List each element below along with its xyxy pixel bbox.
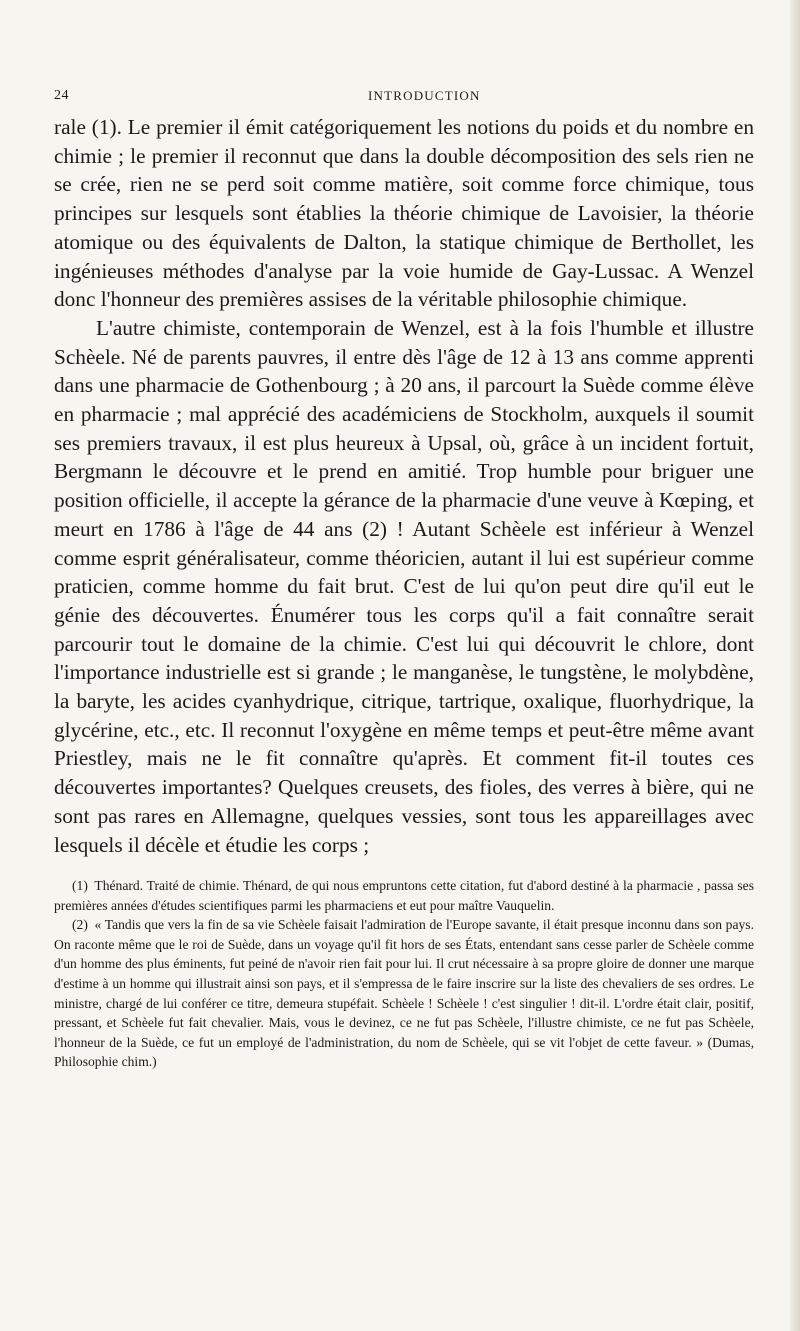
footnote xyxy=(54,876,754,915)
footnote xyxy=(54,915,754,1072)
footnote-text: Thénard. Traité de chimie. Thénard, de qui nous empruntons cette citation, fut d'abord destiné à la pharmacie , passa ses premières années d'études scientifiques parmi les pharmaciens et eut pour maître Vauquelin. xyxy=(54,878,754,913)
footnote-number: (2) xyxy=(72,917,88,933)
page-edge xyxy=(790,0,800,1331)
page-number: 24 xyxy=(54,88,69,103)
paragraph: L'autre chimiste, contemporain de Wenzel, est à la fois l'humble et illustre Schèele. Né de parents pauvres, il entre dès l'âge de 12 à 13 ans comme apprenti dans une pharmacie de Gothenbourg ; à 20 ans, il parcourt la Suède comme élève en pharmacie ; mal apprécié des académiciens de Stockholm, auxquels il soumit ses premiers travaux, il est plus heureux à Upsal, où, grâce à un incident fortuit, Bergmann le découvre et le prend en amitié. Trop humble pour briguer une position officielle, il accepte la gérance de la pharmacie d'une veuve à Kœping, et meurt en 1786 à l'âge de 44 ans (2) ! Autant Schèele est inférieur à Wenzel comme esprit généralisateur, comme théoricien, autant il lui est supérieur comme praticien, comme homme du fait brut. C'est de lui qu'on peut dire qu'il eut le génie des découvertes. Énumérer tous les corps qu'il a fait connaître serait parcourir tout le domaine de la chimie. C'est lui qui découvrit le chlore, dont l'importance industrielle est si grande ; le manganèse, le tungstène, le molybdène, la baryte, les acides cyanhydrique, citrique, tartrique, oxalique, fluorhydrique, la glycérine, etc., etc. Il reconnut l'oxygène en même temps et peut-être même avant Priestley, mais ne le fit connaître qu'après. Et comment fit-il toutes ces découvertes importantes? Quelques creusets, des fioles, des verres à bière, qui ne sont pas rares en Allemagne, quelques vessies, sont tous les appareillages avec lesquels il décèle et étudie les corps ; xyxy=(54,315,754,857)
page-header xyxy=(54,88,754,108)
footnote-number: (1) xyxy=(72,878,88,893)
footnotes xyxy=(54,876,754,1072)
footnote-text: « Tandis que vers la fin de sa vie Schèele faisait l'admiration de l'Europe savante, il était presque inconnu dans son pays. On raconte même que le roi de Suède, dans un voyage qu'il fit hors de ses États, entendant sans cesse parler de Schèele comme d'un homme des plus éminents, fut peiné de n'avoir rien fait pour lui. Il crut nécessaire à sa propre gloire de donner une marque d'estime à un homme qui illustrait ainsi son pays, et il s'empressa de le faire inscrire sur la liste des chevaliers de ses ordres. Le ministre, chargé de lui conférer ce titre, demeura stupéfait. Schèele ! Schèele ! c'est singulier ! dit-il. L'ordre était clair, positif, pressant, et Schèele fut fait chevalier. Mais, vous le devinez, ce ne fut pas Schèele, l'illustre chimiste, ce ne fut pas Schèele, l'honneur de la Suède, ce fut un employé de l'administration, du nom de Schèele, qui se vit l'objet de cette faveur. » (Dumas, Philosophie chim.) xyxy=(54,917,754,1070)
paragraph: rale (1). Le premier il émit catégoriquement les notions du poids et du nombre en chimie ; le premier il reconnut que dans la double décomposition des sels rien ne se crée, rien ne se perd soit comme matière, soit comme force chimique, tous principes sur lesquels sont établies la théorie chimique de Lavoisier, la théorie atomique ou des équivalents de Dalton, la statique chimique de Berthollet, les ingénieuses méthodes d'analyse par la voie humide de Gay-Lussac. A Wenzel donc l'honneur des premières assises de la véritable philosophie chimique. xyxy=(54,115,754,312)
running-head: INTRODUCTION xyxy=(368,88,481,103)
main-text xyxy=(54,113,754,859)
